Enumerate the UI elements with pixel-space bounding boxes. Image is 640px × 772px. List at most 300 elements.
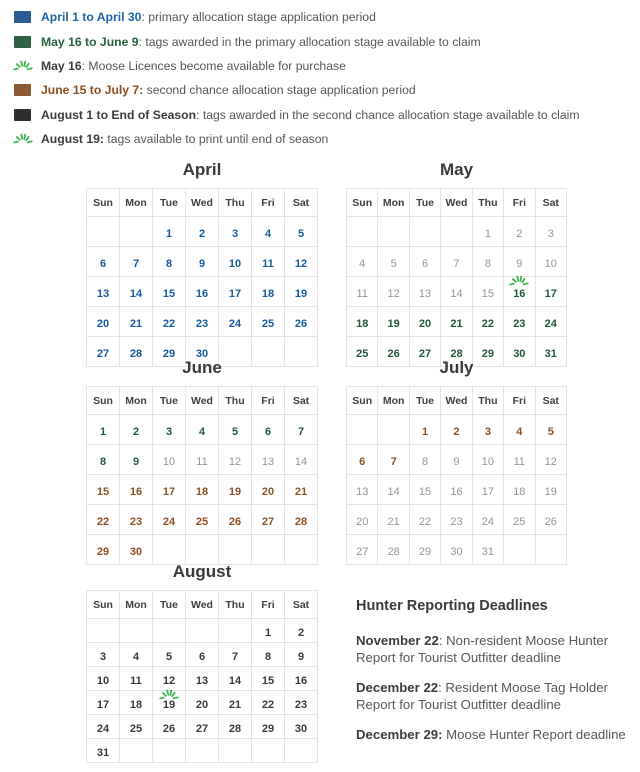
legend-date: May 16 to June 9 — [41, 34, 139, 49]
day-cell — [252, 415, 285, 445]
day-number: 4 — [359, 257, 366, 270]
day-number: 28 — [294, 515, 308, 528]
weekday-header: Sat — [285, 189, 318, 217]
day-number: 3 — [165, 425, 173, 438]
day-number: 23 — [513, 317, 526, 330]
weekday-header: Sun — [347, 189, 378, 217]
day-number: 17 — [96, 698, 110, 711]
day-cell — [409, 505, 440, 535]
calendar-table — [346, 188, 567, 367]
weekday-header: Fri — [252, 387, 285, 415]
day-cell — [219, 307, 252, 337]
empty-cell — [504, 535, 535, 565]
day-number: 9 — [516, 257, 523, 270]
legend-date: August 19: — [41, 132, 104, 147]
day-number: 28 — [387, 545, 400, 558]
empty-cell — [378, 217, 409, 247]
day-number: 19 — [228, 485, 242, 498]
day-cell — [219, 715, 252, 739]
day-number: 11 — [130, 674, 142, 687]
day-cell — [120, 307, 153, 337]
black-swatch-icon — [14, 109, 31, 121]
day-cell — [347, 535, 378, 565]
weekday-header: Wed — [186, 189, 219, 217]
day-cell — [285, 475, 318, 505]
day-cell — [285, 217, 318, 247]
day-cell — [252, 247, 285, 277]
day-number: 4 — [132, 650, 140, 663]
day-number: 29 — [162, 347, 176, 360]
weekday-header: Thu — [472, 189, 503, 217]
deadlines-title: Hunter Reporting Deadlines — [356, 598, 548, 614]
day-cell — [535, 217, 566, 247]
day-number: 16 — [129, 485, 143, 498]
day-cell — [153, 217, 186, 247]
day-cell — [219, 217, 252, 247]
weekday-header: Sat — [285, 591, 318, 619]
day-cell — [252, 667, 285, 691]
empty-cell — [252, 535, 285, 565]
day-cell — [378, 307, 409, 337]
day-number: 9 — [132, 455, 140, 468]
weekday-header: Wed — [186, 591, 219, 619]
day-cell — [120, 277, 153, 307]
day-cell — [87, 445, 120, 475]
day-number: 12 — [387, 287, 400, 300]
day-number: 17 — [228, 287, 242, 300]
day-number: 21 — [387, 515, 400, 528]
day-number: 15 — [261, 674, 275, 687]
day-cell — [535, 475, 566, 505]
weekday-header: Fri — [504, 189, 535, 217]
day-cell — [186, 217, 219, 247]
green-swatch-icon — [14, 36, 31, 48]
deadline-date: December 22 — [356, 680, 439, 695]
day-cell — [186, 667, 219, 691]
day-number: 8 — [264, 650, 272, 663]
day-cell — [87, 535, 120, 565]
calendar-table — [86, 386, 318, 565]
day-number: 2 — [516, 227, 523, 240]
day-cell — [409, 247, 440, 277]
day-cell — [441, 505, 472, 535]
day-cell — [535, 505, 566, 535]
weekday-header: Wed — [186, 387, 219, 415]
day-cell — [153, 445, 186, 475]
day-cell — [120, 667, 153, 691]
day-cell — [472, 277, 503, 307]
day-number: 18 — [195, 485, 209, 498]
day-cell — [472, 505, 503, 535]
day-number: 14 — [450, 287, 463, 300]
day-number: 15 — [481, 287, 495, 300]
day-number: 16 — [195, 287, 209, 300]
day-cell — [409, 277, 440, 307]
day-cell — [409, 307, 440, 337]
day-number: 21 — [294, 485, 308, 498]
empty-cell — [219, 739, 252, 763]
empty-cell — [153, 739, 186, 763]
day-cell — [535, 445, 566, 475]
day-number: 29 — [261, 722, 275, 735]
day-cell — [285, 277, 318, 307]
day-cell — [472, 247, 503, 277]
weekday-header: Fri — [252, 591, 285, 619]
day-cell — [285, 505, 318, 535]
day-number: 10 — [162, 455, 176, 468]
day-number: 28 — [450, 347, 463, 360]
day-cell — [504, 307, 535, 337]
weekday-header: Thu — [219, 591, 252, 619]
day-number: 24 — [96, 722, 110, 735]
day-cell — [535, 247, 566, 277]
day-number: 14 — [387, 485, 400, 498]
empty-cell — [219, 619, 252, 643]
day-number: 16 — [294, 674, 308, 687]
day-cell — [472, 307, 503, 337]
empty-cell — [219, 535, 252, 565]
weekday-header: Sat — [535, 387, 566, 415]
legend-text — [41, 10, 376, 24]
legend-date: August 1 to End of Season — [41, 107, 197, 122]
day-cell — [252, 643, 285, 667]
day-number: 26 — [162, 722, 176, 735]
day-number: 3 — [99, 650, 107, 663]
day-number: 22 — [162, 317, 176, 330]
day-number: 21 — [228, 698, 242, 711]
day-cell — [186, 505, 219, 535]
day-number: 10 — [544, 257, 557, 270]
day-cell — [535, 307, 566, 337]
day-cell — [252, 715, 285, 739]
day-cell — [472, 415, 503, 445]
day-cell — [252, 277, 285, 307]
day-cell — [472, 217, 503, 247]
calendar-title: April — [182, 160, 222, 179]
empty-cell — [409, 217, 440, 247]
day-cell — [120, 535, 153, 565]
empty-cell — [120, 739, 153, 763]
day-number: 6 — [359, 455, 366, 468]
day-cell — [153, 475, 186, 505]
day-cell — [219, 445, 252, 475]
weekday-header: Thu — [219, 189, 252, 217]
day-number: 13 — [356, 485, 369, 498]
day-number: 2 — [297, 626, 305, 639]
day-cell — [347, 505, 378, 535]
day-cell — [186, 475, 219, 505]
day-cell — [186, 247, 219, 277]
day-cell — [153, 667, 186, 691]
day-cell — [87, 667, 120, 691]
day-cell — [219, 277, 252, 307]
day-cell — [441, 415, 472, 445]
legend-item — [14, 78, 580, 102]
weekday-header: Sun — [347, 387, 378, 415]
day-number: 6 — [421, 257, 429, 270]
day-number: 15 — [96, 485, 110, 498]
day-cell — [87, 739, 120, 763]
calendar-title: May — [439, 160, 474, 179]
day-number: 18 — [129, 698, 143, 711]
legend-desc: tags available to print until end of season — [103, 132, 329, 147]
day-number: 9 — [198, 257, 206, 270]
weekday-header: Tue — [153, 591, 186, 619]
day-number: 1 — [99, 425, 107, 438]
day-number: 1 — [165, 227, 173, 240]
day-number: 9 — [453, 455, 460, 468]
empty-cell — [186, 535, 219, 565]
weekday-header: Thu — [219, 387, 252, 415]
weekday-header: Fri — [252, 189, 285, 217]
day-number: 20 — [418, 317, 432, 330]
day-cell — [153, 691, 186, 715]
calendar-may — [346, 160, 567, 367]
weekday-header: Mon — [120, 387, 153, 415]
legend-text — [41, 35, 481, 49]
legend-text — [41, 108, 580, 122]
day-cell — [219, 667, 252, 691]
day-number: 1 — [421, 425, 429, 438]
empty-cell — [87, 619, 120, 643]
deadline-date: December 29: — [356, 727, 443, 742]
day-number: 5 — [547, 425, 554, 438]
day-number: 22 — [418, 515, 432, 528]
day-cell — [285, 715, 318, 739]
day-cell — [252, 445, 285, 475]
day-number: 31 — [96, 746, 110, 759]
day-number: 8 — [165, 257, 173, 270]
weekday-header: Mon — [120, 189, 153, 217]
day-number: 25 — [129, 722, 143, 735]
day-cell — [504, 415, 535, 445]
day-number: 28 — [129, 347, 143, 360]
day-number: 19 — [544, 485, 557, 498]
hunter-reporting-deadlines — [356, 598, 640, 756]
day-number: 20 — [261, 485, 275, 498]
day-cell — [378, 247, 409, 277]
weekday-header: Wed — [441, 387, 472, 415]
day-cell — [186, 277, 219, 307]
day-cell — [504, 505, 535, 535]
day-cell — [120, 505, 153, 535]
day-number: 6 — [264, 425, 272, 438]
day-number: 26 — [294, 317, 308, 330]
day-number: 7 — [297, 425, 305, 438]
weekday-header: Tue — [153, 189, 186, 217]
day-cell — [87, 505, 120, 535]
day-number: 26 — [228, 515, 242, 528]
empty-cell — [285, 739, 318, 763]
day-cell — [441, 247, 472, 277]
day-cell — [504, 217, 535, 247]
day-number: 7 — [132, 257, 140, 270]
day-cell — [504, 247, 535, 277]
day-number: 20 — [96, 317, 110, 330]
day-number: 12 — [228, 455, 242, 468]
weekday-header: Sun — [87, 591, 120, 619]
day-number: 16 — [513, 287, 526, 300]
day-cell — [219, 475, 252, 505]
day-cell — [347, 277, 378, 307]
deadline-text: : Non-resident Moose Hunter Report for Tourist Outfitter deadline — [356, 633, 609, 665]
day-cell — [186, 445, 219, 475]
calendar-title: August — [172, 562, 232, 581]
day-number: 18 — [513, 485, 526, 498]
weekday-header: Wed — [441, 189, 472, 217]
day-cell — [120, 643, 153, 667]
day-cell — [153, 643, 186, 667]
day-cell — [120, 247, 153, 277]
day-number: 2 — [132, 425, 140, 438]
day-number: 31 — [544, 347, 557, 360]
day-cell — [378, 475, 409, 505]
deadline-text: : Resident Moose Tag Holder Report for Tourist Outfitter deadline — [356, 680, 608, 712]
legend-date: June 15 to July 7: — [41, 83, 144, 98]
day-cell — [153, 715, 186, 739]
day-cell — [347, 475, 378, 505]
day-number: 22 — [96, 515, 110, 528]
day-cell — [441, 535, 472, 565]
day-cell — [285, 307, 318, 337]
day-cell — [347, 445, 378, 475]
day-cell — [285, 445, 318, 475]
day-number: 7 — [453, 257, 460, 270]
day-cell — [285, 667, 318, 691]
day-cell — [186, 715, 219, 739]
day-cell — [441, 307, 472, 337]
day-number: 14 — [294, 455, 308, 468]
day-number: 8 — [99, 455, 107, 468]
day-number: 27 — [418, 347, 432, 360]
day-number: 29 — [418, 545, 432, 558]
day-cell — [219, 247, 252, 277]
day-number: 22 — [261, 698, 275, 711]
legend-desc: : Moose Licences become available for purchase — [81, 58, 346, 73]
day-cell — [252, 307, 285, 337]
weekday-header: Mon — [378, 387, 409, 415]
day-number: 9 — [297, 650, 305, 663]
day-number: 20 — [195, 698, 209, 711]
day-number: 6 — [198, 650, 206, 663]
day-number: 31 — [481, 545, 495, 558]
day-cell — [87, 643, 120, 667]
day-number: 8 — [421, 455, 429, 468]
day-number: 12 — [294, 257, 308, 270]
day-number: 1 — [264, 626, 272, 639]
calendar-table — [346, 386, 567, 565]
day-cell — [535, 277, 566, 307]
calendar-july — [346, 358, 567, 565]
day-number: 23 — [129, 515, 143, 528]
calendar-title: June — [182, 358, 222, 377]
day-cell — [120, 445, 153, 475]
day-number: 7 — [390, 455, 397, 468]
day-cell — [153, 505, 186, 535]
weekday-header: Sat — [535, 189, 566, 217]
day-cell — [285, 415, 318, 445]
empty-cell — [186, 739, 219, 763]
legend-item — [14, 127, 580, 151]
day-number: 18 — [356, 317, 369, 330]
day-cell — [285, 691, 318, 715]
day-cell — [504, 475, 535, 505]
day-number: 10 — [228, 257, 242, 270]
weekday-header: Fri — [504, 387, 535, 415]
day-number: 17 — [162, 485, 176, 498]
day-number: 24 — [162, 515, 176, 528]
day-number: 25 — [356, 347, 369, 360]
day-cell — [153, 415, 186, 445]
weekday-header: Thu — [472, 387, 503, 415]
day-cell — [120, 715, 153, 739]
day-number: 30 — [513, 347, 526, 360]
empty-cell — [120, 217, 153, 247]
day-cell — [347, 307, 378, 337]
day-cell — [120, 415, 153, 445]
day-number: 26 — [544, 515, 557, 528]
day-number: 25 — [261, 317, 275, 330]
empty-cell — [153, 535, 186, 565]
weekday-header: Mon — [378, 189, 409, 217]
day-number: 12 — [544, 455, 557, 468]
day-cell — [409, 475, 440, 505]
brown-swatch-icon — [14, 84, 31, 96]
day-number: 27 — [195, 722, 209, 735]
day-number: 19 — [387, 317, 400, 330]
weekday-header: Tue — [153, 387, 186, 415]
day-cell — [87, 247, 120, 277]
legend-date: May 16 — [41, 58, 82, 73]
day-cell — [504, 277, 535, 307]
day-number: 24 — [544, 317, 557, 330]
legend-text — [41, 59, 346, 73]
day-cell — [252, 217, 285, 247]
day-cell — [87, 715, 120, 739]
day-number: 4 — [516, 425, 523, 438]
day-cell — [504, 445, 535, 475]
day-number: 24 — [228, 317, 242, 330]
day-cell — [441, 475, 472, 505]
day-number: 5 — [231, 425, 239, 438]
day-number: 3 — [484, 425, 491, 438]
weekday-header: Mon — [120, 591, 153, 619]
calendar-title: July — [439, 358, 474, 377]
day-cell — [409, 535, 440, 565]
day-number: 11 — [262, 257, 274, 270]
deadline-item — [356, 726, 640, 743]
day-number: 11 — [513, 455, 526, 468]
legend-desc: : tags awarded in the primary allocation stage available to claim — [138, 34, 481, 49]
day-number: 7 — [231, 650, 239, 663]
day-cell — [409, 415, 440, 445]
day-number: 29 — [96, 545, 110, 558]
day-number: 30 — [195, 347, 209, 360]
day-number: 16 — [450, 485, 463, 498]
day-number: 2 — [198, 227, 206, 240]
day-number: 19 — [294, 287, 308, 300]
day-cell — [252, 475, 285, 505]
empty-cell — [87, 217, 120, 247]
day-cell — [378, 277, 409, 307]
day-number: 28 — [228, 722, 242, 735]
day-number: 14 — [129, 287, 143, 300]
empty-cell — [285, 535, 318, 565]
day-number: 30 — [129, 545, 143, 558]
day-cell — [186, 691, 219, 715]
calendar-june — [86, 358, 318, 565]
day-number: 27 — [261, 515, 275, 528]
